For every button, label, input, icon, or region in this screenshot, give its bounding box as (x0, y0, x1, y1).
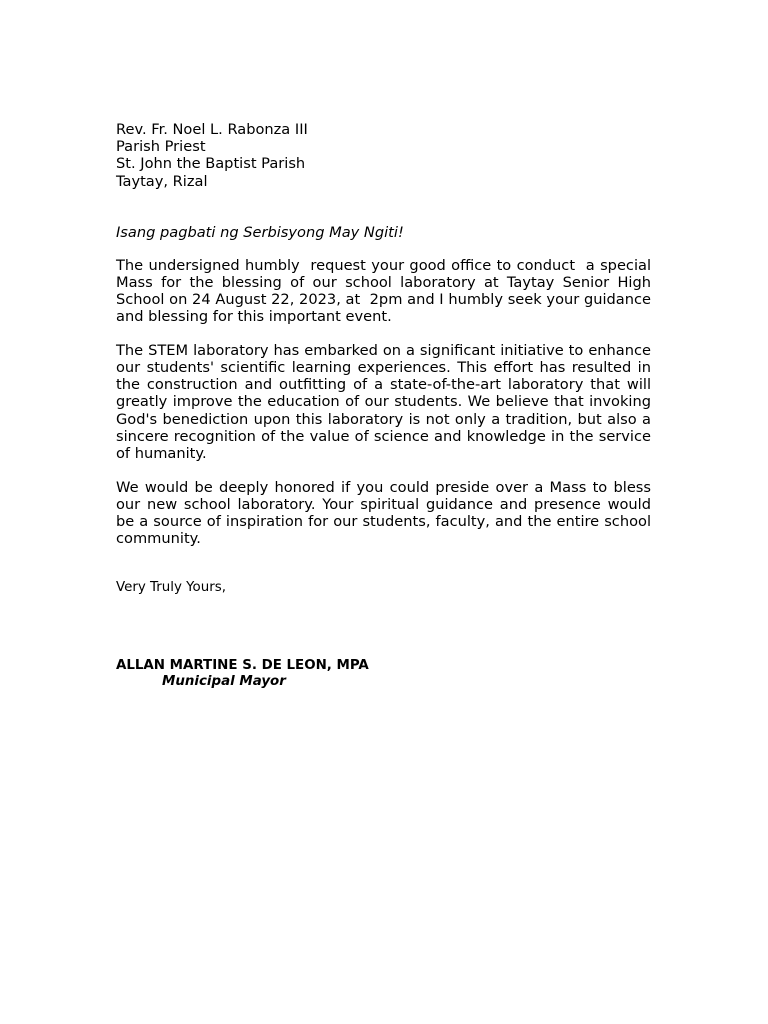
greeting: Isang pagbati ng Serbisyong May Ngiti! (116, 223, 404, 241)
addressee-parish: St. John the Baptist Parish (116, 155, 306, 173)
body-paragraph-2: The STEM laboratory has embarked on a significant initiative to enhance our students' scientific learning experiences. This effort has resulted in the construction and outfitting of a state-of-the-art laboratory that will greatly improve the education of our students. We believe that invoking God's benediction upon this laboratory is not only a tradition, but also a sincere recognition of the value of science and knowledge in the service of humanity. (116, 342, 656, 462)
addressee-block (116, 121, 651, 190)
body-paragraph-1: The undersigned humbly request your good office to conduct a special Mass for the blessing of our school laboratory at Taytay Senior High School on 24 August 22, 2023, at 2pm and I humbly seek your guidance and blessing for this important event. (116, 256, 656, 326)
addressee-position: Parish Priest (116, 138, 206, 156)
body-paragraph-3: We would be deeply honored if you could preside over a Mass to bless our new school laboratory. Your spiritual guidance and presence would be a source of inspiration for our students, faculty, and the entire school community. (116, 478, 656, 548)
signature-block (116, 658, 651, 690)
closing-salutation: Very Truly Yours, (116, 580, 226, 596)
addressee-name: Rev. Fr. Noel L. Rabonza III (116, 121, 308, 138)
letter-body (116, 121, 656, 690)
addressee-location: Taytay, Rizal (116, 172, 208, 190)
signatory-title: Municipal Mayor (162, 674, 286, 690)
signatory-name: ALLAN MARTINE S. DE LEON, MPA (116, 658, 369, 674)
